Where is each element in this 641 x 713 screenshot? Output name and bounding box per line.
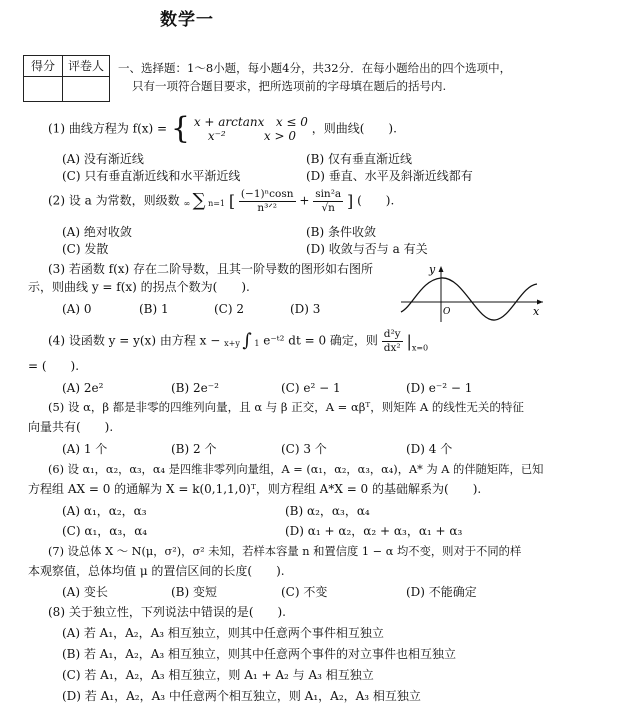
brace-icon: {: [170, 111, 190, 146]
q7-option-d[interactable]: (D) 不能确定: [406, 585, 477, 599]
q3-option-b[interactable]: (B) 1: [139, 302, 169, 316]
score-cell[interactable]: [24, 77, 63, 102]
q3-option-c[interactable]: (C) 2: [214, 302, 244, 316]
question-2: (2) 设 a 为常数，则级数 ∞ ∑ n=1 [ $\frac{\text{(−1)ⁿcosn}}{\text{n³ᐟ²}}$ + $\frac{\text{sin²a}}{√n}$ ] ( ).: [48, 188, 395, 214]
q4-stem-line2: = ( ).: [28, 359, 80, 373]
x-axis-arrow-icon: [537, 300, 543, 305]
q1-option-b[interactable]: (B) 仅有垂直渐近线: [306, 152, 412, 166]
q4-option-c[interactable]: (C) e² − 1: [281, 381, 341, 395]
q8-option-d[interactable]: (D) 若 A₁，A₂，A₃ 中任意两个相互独立，则 A₁，A₂，A₃ 相互独立: [62, 689, 421, 703]
q5-option-a[interactable]: (A) 1 个: [62, 442, 108, 456]
q4-option-b[interactable]: (B) 2e⁻²: [171, 381, 219, 395]
axis-x-label: x: [533, 305, 540, 318]
derivative-graph: [397, 262, 547, 324]
q6-stem-line1: (6) 设 α₁，α₂，α₃，α₄ 是四维非零列向量组，A = (α₁，α₂，α₃，α₄)，A* 为 A 的伴随矩阵，已知: [48, 463, 544, 476]
q6-option-b[interactable]: (B) α₂，α₃，α₄: [285, 504, 370, 518]
q7-option-c[interactable]: (C) 不变: [281, 585, 328, 599]
q7-stem-line1: (7) 设总体 X ～ N(μ，σ²)，σ² 未知，若样本容量 n 和置信度 1 − α 均不变，则对于不同的样: [48, 545, 522, 558]
q1-piecewise: x + arctanx x ≤ 0 x⁻² x > 0: [193, 114, 308, 143]
q4-option-a[interactable]: (A) 2e²: [62, 381, 104, 395]
q3-stem-line2: 示，则曲线 y = f(x) 的拐点个数为( ).: [28, 280, 250, 294]
q8-option-c[interactable]: (C) 若 A₁，A₂，A₃ 相互独立，则 A₁ + A₂ 与 A₃ 相互独立: [62, 668, 374, 682]
q6-stem-line2: 方程组 AX = 0 的通解为 X = k(0,1,1,0)ᵀ，则方程组 A*X = 0 的基础解系为( ).: [28, 482, 482, 496]
q5-option-b[interactable]: (B) 2 个: [171, 442, 217, 456]
origin-label: O: [443, 307, 451, 317]
q5-option-c[interactable]: (C) 3 个: [281, 442, 327, 456]
q3-stem-line1: (3) 若函数 f(x) 存在二阶导数，且其一阶导数的图形如右图所: [48, 262, 374, 276]
q2-stem: (2) 设 a 为常数，则级数: [48, 193, 180, 208]
q8-option-b[interactable]: (B) 若 A₁，A₂，A₃ 相互独立，则其中任意两个事件的对立事件也相互独立: [62, 647, 457, 661]
q5-stem-line1: (5) 设 α，β 都是非零的四维列向量，且 α 与 β 正交，A = αβᵀ，则矩阵 A 的线性无关的特征: [48, 400, 524, 414]
q2-option-a[interactable]: (A) 绝对收敛: [62, 225, 132, 239]
q2-tail: ( ).: [357, 193, 395, 208]
q7-option-a[interactable]: (A) 变长: [62, 585, 108, 599]
q1-stem: (1) 曲线方程为 f(x) =: [48, 121, 168, 136]
y-axis-arrow-icon: [439, 266, 444, 272]
score-box: [23, 55, 110, 102]
grader-cell[interactable]: [63, 77, 110, 102]
q4-stem: (4) 设函数 y = y(x) 由方程 x −: [48, 333, 221, 348]
axis-y-label: y: [429, 263, 436, 276]
q3-option-d[interactable]: (D) 3: [290, 302, 321, 316]
q7-stem-line2: 本观察值，总体均值 μ 的置信区间的长度( ).: [28, 564, 285, 578]
q4-derivative: $\frac{\text{d²y}}{\text{dx²}}$: [383, 328, 401, 354]
q5-option-d[interactable]: (D) 4 个: [406, 442, 453, 456]
q3-option-a[interactable]: (A) 0: [62, 302, 92, 316]
grader-label: 评卷人: [63, 56, 110, 77]
q2-option-c[interactable]: (C) 发散: [62, 242, 109, 256]
q4-eval-point: x=0: [411, 343, 429, 353]
q2-term1: $\frac{\text{(−1)ⁿcosn}}{\text{n³ᐟ²}}$: [240, 188, 294, 214]
q8-option-a[interactable]: (A) 若 A₁，A₂，A₃ 相互独立，则其中任意两个事件相互独立: [62, 626, 384, 640]
q6-option-c[interactable]: (C) α₁，α₃，α₄: [62, 524, 148, 538]
q2-term2: $\frac{\text{sin²a}}{√n}$: [315, 188, 342, 214]
question-1: [48, 111, 397, 146]
integral-symbol: x+y ∫ 1: [224, 330, 260, 352]
q8-stem: (8) 关于独立性，下列说法中错误的是( ).: [48, 605, 286, 619]
q1-option-d[interactable]: (D) 垂直、水平及斜渐近线都有: [306, 169, 473, 183]
q4-mid: e⁻ᵗ² dt = 0 确定，则: [263, 333, 378, 348]
q6-option-a[interactable]: (A) α₁，α₂，α₃: [62, 504, 147, 518]
page-title: 数学一: [160, 10, 214, 30]
derivative-curve: [401, 278, 537, 320]
q4-option-d[interactable]: (D) e⁻² − 1: [406, 381, 473, 395]
q5-stem-line2: 向量共有( ).: [28, 420, 114, 434]
q2-option-d[interactable]: (D) 收敛与否与 a 有关: [306, 242, 428, 256]
q1-tail: ，则曲线( ).: [311, 121, 397, 136]
section-heading: 一、选择题：1～8小题，每小题4分，共32分．在每小题给出的四个选项中，: [118, 61, 512, 75]
q7-option-b[interactable]: (B) 变短: [171, 585, 217, 599]
section-instruction: 只有一项符合题目要求，把所选项前的字母填在题后的括号内.: [132, 79, 447, 93]
q1-option-c[interactable]: (C) 只有垂直渐近线和水平渐近线: [62, 169, 241, 183]
sum-symbol: ∞ ∑ n=1: [183, 190, 226, 212]
q1-option-a[interactable]: (A) 没有渐近线: [62, 152, 144, 166]
score-label: 得分: [24, 56, 63, 77]
question-4: (4) 设函数 y = y(x) 由方程 x − x+y ∫ 1 e⁻ᵗ² dt = 0 确定，则 $\frac{\text{d²y}}{\text{dx²}}$ $|_{x=0}$: [48, 328, 429, 354]
q6-option-d[interactable]: (D) α₁ + α₂，α₂ + α₃，α₁ + α₃: [285, 524, 463, 538]
q2-option-b[interactable]: (B) 条件收敛: [306, 225, 376, 239]
